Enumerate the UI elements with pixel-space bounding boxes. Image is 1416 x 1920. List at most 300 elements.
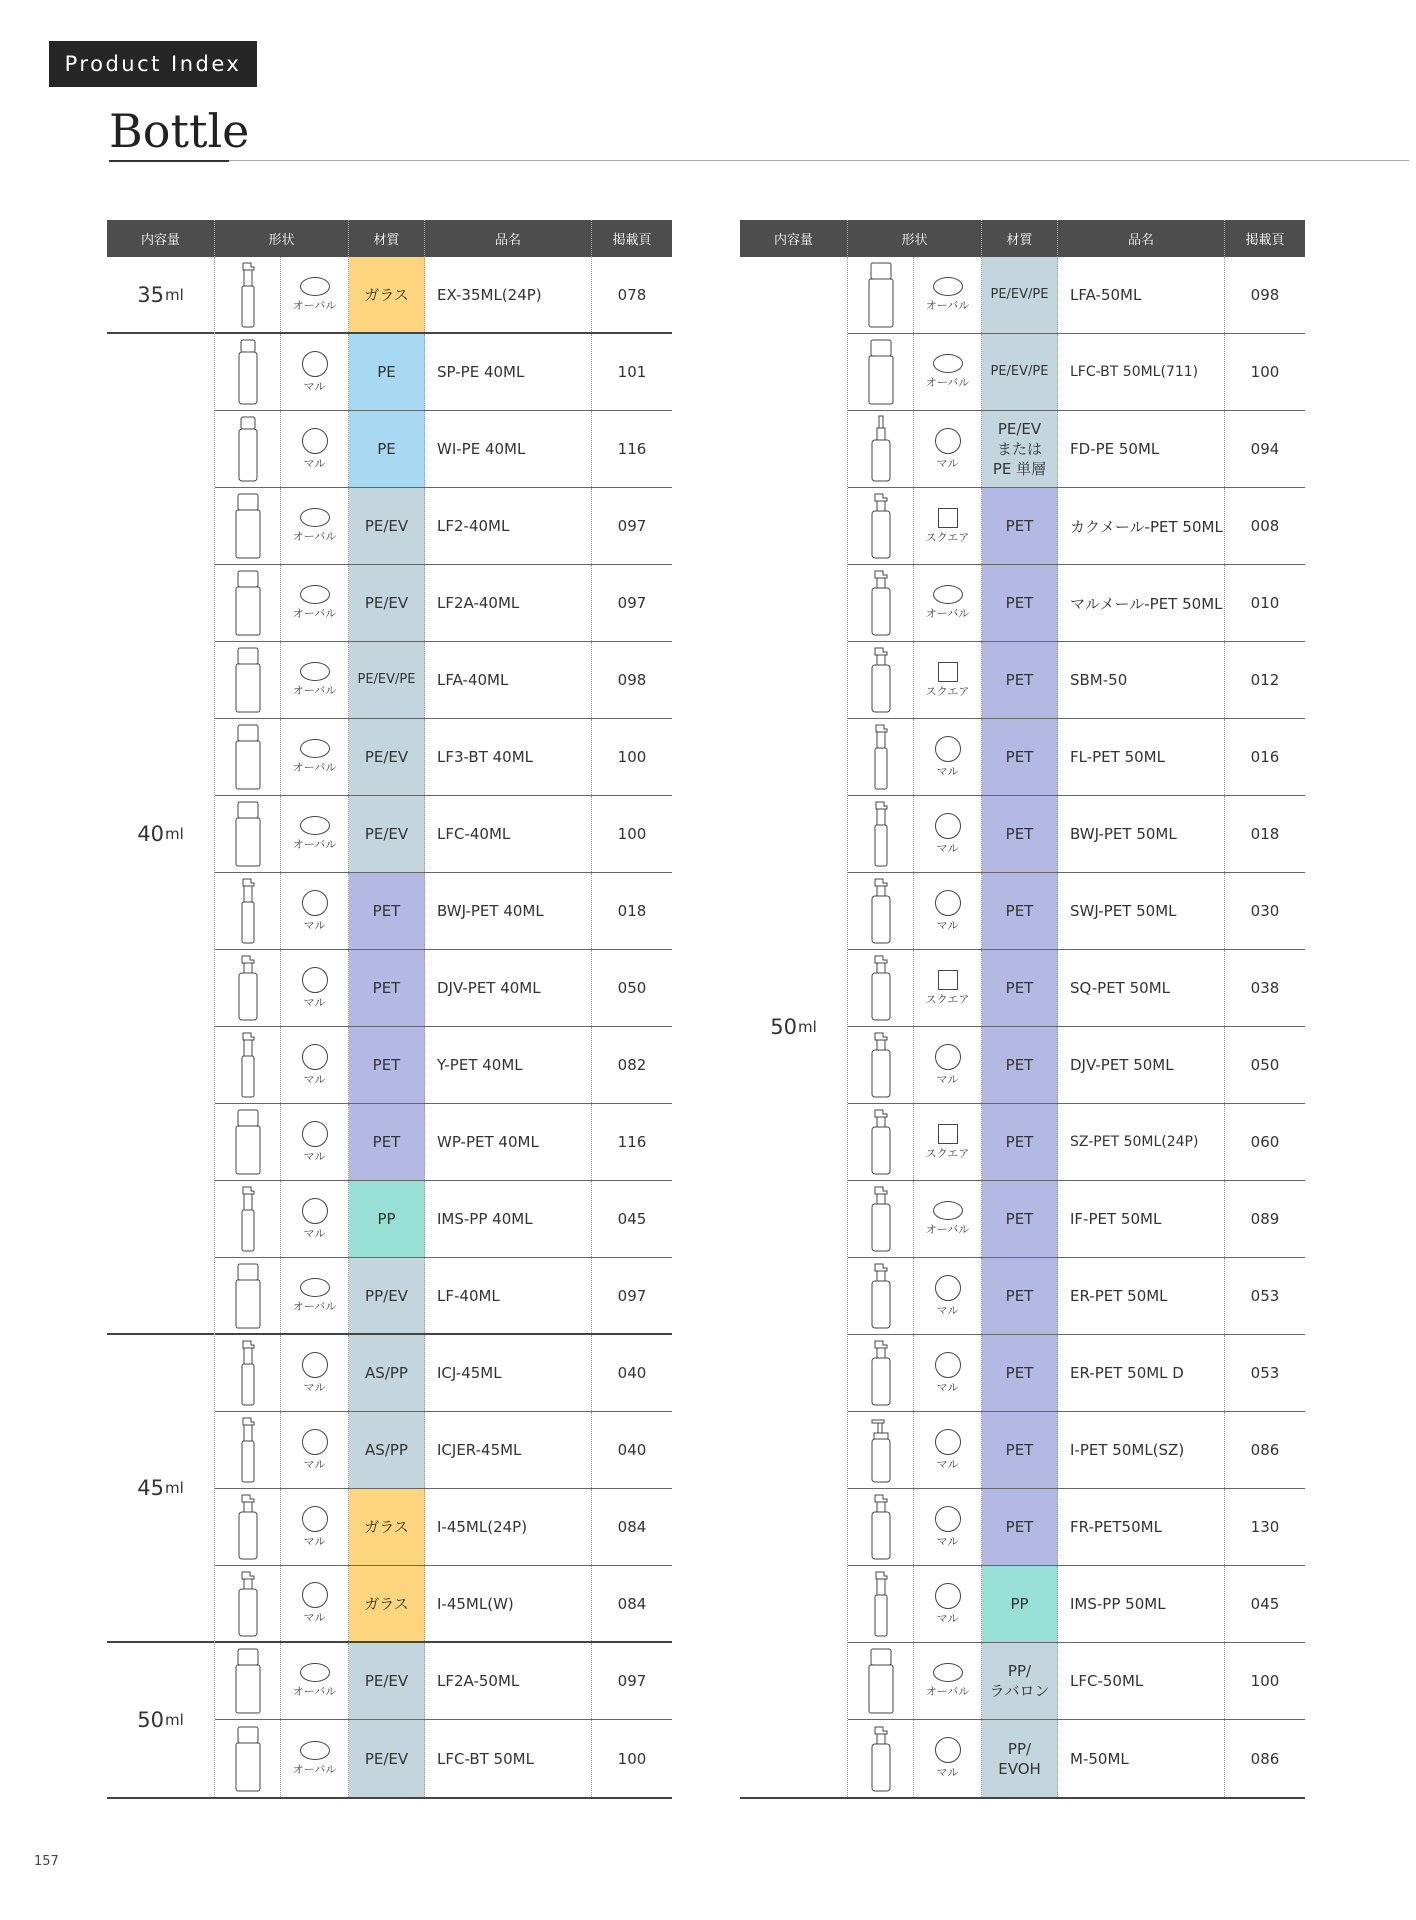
cross-section <box>914 334 981 410</box>
cross-section <box>914 1566 981 1642</box>
material-cell: PET <box>982 1412 1058 1488</box>
product-name: カクメール-PET 50ML <box>1058 488 1225 564</box>
volume-cell <box>107 334 214 1335</box>
table-row <box>848 1412 1305 1489</box>
page-number: 157 <box>34 1854 59 1869</box>
material-cell: PET <box>349 1104 425 1180</box>
cross-section <box>281 950 348 1026</box>
page-ref: 100 <box>617 748 647 766</box>
page-ref: 094 <box>1250 440 1280 458</box>
table-row <box>215 334 672 411</box>
material-cell: PET <box>982 796 1058 872</box>
rows-column <box>848 257 1305 1797</box>
product-name: DJV-PET 50ML <box>1058 1027 1225 1103</box>
cross-section <box>281 1104 348 1180</box>
cross-section <box>914 411 981 487</box>
shape-cell <box>848 565 982 641</box>
material-cell: PET <box>982 719 1058 795</box>
shape-cell <box>215 1566 349 1641</box>
material-cell: ガラス <box>349 257 425 332</box>
header-shape: 形状 <box>215 220 349 257</box>
cross-section <box>281 1566 348 1641</box>
table-row <box>848 257 1305 334</box>
product-name: LF2A-50ML <box>425 1643 592 1719</box>
shape-label: マル <box>303 1072 326 1086</box>
bottle-icon <box>215 642 281 718</box>
page-ref: 116 <box>617 440 647 458</box>
material-cell: PET <box>349 873 425 949</box>
page-ref: 100 <box>1250 1672 1280 1690</box>
page-ref: 053 <box>1250 1287 1280 1305</box>
volume-cell <box>107 257 214 334</box>
table-body <box>107 257 672 1799</box>
shape-cell <box>848 719 982 795</box>
page-ref: 086 <box>1250 1441 1280 1459</box>
cross-section <box>281 873 348 949</box>
bottle-icon <box>848 1335 914 1411</box>
shape-cell <box>848 796 982 872</box>
shape-label: マル <box>303 1226 326 1240</box>
shape-cell <box>848 873 982 949</box>
header-name: 品名 <box>425 220 592 257</box>
bottle-icon <box>215 1720 281 1797</box>
page-ref: 078 <box>617 285 647 304</box>
product-name: SWJ-PET 50ML <box>1058 873 1225 949</box>
material-cell: PET <box>982 488 1058 564</box>
material-cell: PE/EV/PE <box>982 257 1058 333</box>
table-row <box>848 1566 1305 1643</box>
shape-cell <box>215 796 349 872</box>
bottle-icon <box>848 1566 914 1642</box>
cross-section <box>914 719 981 795</box>
bottle-icon <box>848 334 914 410</box>
page-ref: 060 <box>1250 1133 1280 1151</box>
bottle-icon <box>215 1335 281 1411</box>
material-cell: PP <box>349 1181 425 1257</box>
shape-cell <box>215 1720 349 1797</box>
product-name: SBM-50 <box>1058 642 1225 718</box>
square-shape-icon <box>938 508 958 528</box>
table-row <box>215 873 672 950</box>
round-shape-icon <box>935 813 961 839</box>
shape-cell <box>215 1412 349 1488</box>
shape-cell <box>215 334 349 410</box>
table-row <box>848 1489 1305 1566</box>
cross-section <box>914 1489 981 1565</box>
product-name: FR-PET50ML <box>1058 1489 1225 1565</box>
header-page: 掲載頁 <box>612 233 652 248</box>
volume-unit: ml <box>164 824 184 843</box>
table-row <box>848 1335 1305 1412</box>
round-shape-icon <box>935 1275 961 1301</box>
material-cell: PE <box>349 334 425 410</box>
shape-cell <box>215 488 349 564</box>
page-ref: 100 <box>617 825 647 843</box>
shape-label: オーバル <box>925 1223 970 1236</box>
material-cell: PE/EV <box>349 796 425 872</box>
left-product-table <box>107 220 672 1799</box>
material-cell: PP/ EVOH <box>982 1720 1058 1797</box>
shape-label: マル <box>936 1766 959 1779</box>
page-ref: 018 <box>1250 825 1280 843</box>
page-ref: 040 <box>617 1364 647 1382</box>
shape-cell <box>215 1104 349 1180</box>
product-name: Y-PET 40ML <box>425 1027 592 1103</box>
cross-section <box>914 1181 981 1257</box>
material-cell: PET <box>349 950 425 1026</box>
bottle-icon <box>848 1643 914 1719</box>
shape-label: マル <box>303 456 326 470</box>
material-cell: PE/EV <box>349 565 425 641</box>
bottle-icon <box>215 796 281 872</box>
shape-cell <box>848 1720 982 1797</box>
shape-cell <box>215 1027 349 1103</box>
shape-cell <box>848 1412 982 1488</box>
oval-shape-icon <box>300 739 330 758</box>
bottle-icon <box>848 719 914 795</box>
material-cell: AS/PP <box>349 1335 425 1411</box>
product-name: LFC-40ML <box>425 796 592 872</box>
shape-label: オーバル <box>292 530 337 543</box>
table-row <box>848 1258 1305 1335</box>
oval-shape-icon <box>933 277 963 296</box>
shape-cell <box>215 1643 349 1719</box>
round-shape-icon <box>935 736 961 762</box>
bottle-icon <box>848 1720 914 1797</box>
cross-section <box>281 1335 348 1411</box>
shape-cell <box>215 1489 349 1565</box>
page-ref: 038 <box>1250 979 1280 997</box>
header-name: 品名 <box>1058 220 1225 257</box>
table-row <box>215 719 672 796</box>
shape-label: オーバル <box>292 1299 337 1313</box>
page-ref: 100 <box>617 1749 647 1768</box>
product-name: マルメール-PET 50ML <box>1058 565 1225 641</box>
volume-value: 50 <box>770 1015 797 1039</box>
shape-cell <box>215 411 349 487</box>
table-row <box>215 565 672 642</box>
bottle-icon <box>215 950 281 1026</box>
oval-shape-icon <box>300 508 330 527</box>
page-ref: 130 <box>1250 1518 1280 1536</box>
product-name: DJV-PET 40ML <box>425 950 592 1026</box>
oval-shape-icon <box>933 354 963 373</box>
product-name: M-50ML <box>1058 1720 1225 1797</box>
table-row <box>215 257 672 334</box>
product-name: I-45ML(24P) <box>425 1489 592 1565</box>
bottle-icon <box>848 488 914 564</box>
product-name: IMS-PP 40ML <box>425 1181 592 1257</box>
shape-label: マル <box>936 1534 959 1548</box>
shape-label: マル <box>936 1072 959 1086</box>
product-name: ER-PET 50ML <box>1058 1258 1225 1334</box>
material-cell: PE/EV/PE <box>349 642 425 718</box>
shape-cell <box>215 257 349 332</box>
product-name: SP-PE 40ML <box>425 334 592 410</box>
volume-value: 45 <box>137 1476 164 1500</box>
shape-label: マル <box>303 918 326 932</box>
bottle-icon <box>848 565 914 641</box>
shape-label: マル <box>936 918 959 932</box>
table-row <box>848 719 1305 796</box>
rows-column <box>215 257 672 1797</box>
bottle-icon <box>848 1104 914 1180</box>
material-cell: PET <box>982 1258 1058 1334</box>
cross-section <box>914 1258 981 1334</box>
volume-column <box>107 257 215 1797</box>
shape-label: マル <box>936 1303 959 1317</box>
cross-section <box>281 334 348 410</box>
cross-section <box>914 1027 981 1103</box>
material-cell: PE/EV または PE 単層 <box>982 411 1058 487</box>
product-name: WI-PE 40ML <box>425 411 592 487</box>
square-shape-icon <box>938 970 958 990</box>
shape-cell <box>848 1104 982 1180</box>
page-ref: 086 <box>1250 1749 1280 1768</box>
volume-unit: ml <box>797 1018 817 1036</box>
shape-cell <box>848 1489 982 1565</box>
material-cell: PET <box>982 1104 1058 1180</box>
shape-cell <box>215 1181 349 1257</box>
table-row <box>215 642 672 719</box>
material-cell: PET <box>982 565 1058 641</box>
shape-label: スクエア <box>925 684 970 698</box>
product-name: IMS-PP 50ML <box>1058 1566 1225 1642</box>
cross-section <box>281 1489 348 1565</box>
page-ref: 084 <box>617 1594 647 1613</box>
shape-cell <box>215 1258 349 1333</box>
material-cell: PP/ ラバロン <box>982 1643 1058 1719</box>
oval-shape-icon <box>300 1741 330 1760</box>
product-name: BWJ-PET 50ML <box>1058 796 1225 872</box>
table-row <box>215 1720 672 1797</box>
bottle-icon <box>848 796 914 872</box>
volume-cell <box>740 257 847 1797</box>
product-name: I-PET 50ML(SZ) <box>1058 1412 1225 1488</box>
cross-section <box>281 719 348 795</box>
cross-section <box>281 1027 348 1103</box>
shape-label: マル <box>303 1457 326 1471</box>
material-cell: ガラス <box>349 1566 425 1641</box>
material-cell: PET <box>982 642 1058 718</box>
shape-cell <box>848 257 982 333</box>
product-name: FD-PE 50ML <box>1058 411 1225 487</box>
page-ref: 053 <box>1250 1364 1280 1382</box>
table-row <box>848 1181 1305 1258</box>
material-cell: PET <box>982 1489 1058 1565</box>
shape-label: オーバル <box>292 761 337 774</box>
round-shape-icon <box>302 1044 328 1070</box>
title-rule <box>229 160 1409 161</box>
shape-label: スクエア <box>925 992 970 1006</box>
bottle-icon <box>848 950 914 1026</box>
page-ref: 082 <box>617 1056 647 1074</box>
shape-label: マル <box>303 1380 326 1394</box>
shape-label: オーバル <box>292 607 337 620</box>
shape-cell <box>848 1643 982 1719</box>
material-cell: PET <box>982 1027 1058 1103</box>
round-shape-icon <box>935 1583 961 1609</box>
shape-label: オーバル <box>292 1685 337 1698</box>
round-shape-icon <box>935 1506 961 1532</box>
product-name: LFC-50ML <box>1058 1643 1225 1719</box>
cross-section <box>281 1181 348 1257</box>
bottle-icon <box>215 565 281 641</box>
table-row <box>215 1104 672 1181</box>
table-row <box>215 1258 672 1335</box>
bottle-icon <box>215 257 281 332</box>
shape-label: マル <box>303 1611 326 1624</box>
cross-section <box>281 642 348 718</box>
page-ref: 089 <box>1250 1210 1280 1228</box>
shape-cell <box>215 950 349 1026</box>
product-name: LFA-40ML <box>425 642 592 718</box>
page-ref: 008 <box>1250 517 1280 535</box>
page-ref: 097 <box>617 1672 647 1690</box>
table-row <box>215 411 672 488</box>
round-shape-icon <box>302 1121 328 1147</box>
page-ref: 050 <box>617 979 647 997</box>
volume-unit: ml <box>164 1479 184 1497</box>
shape-label: マル <box>936 456 959 470</box>
cross-section <box>914 642 981 718</box>
shape-label: オーバル <box>292 838 337 851</box>
page-ref: 098 <box>1250 286 1280 304</box>
shape-cell <box>215 565 349 641</box>
material-cell: PET <box>982 873 1058 949</box>
table-row <box>215 1412 672 1489</box>
table-header <box>740 220 1305 257</box>
shape-cell <box>848 642 982 718</box>
table-body <box>740 257 1305 1799</box>
bottle-icon <box>848 1027 914 1103</box>
shape-label: オーバル <box>292 1762 337 1776</box>
page-ref: 018 <box>617 902 647 920</box>
volume-column <box>740 257 848 1797</box>
product-name: LF-40ML <box>425 1258 592 1333</box>
shape-cell <box>215 642 349 718</box>
shape-label: オーバル <box>292 298 337 312</box>
bottle-icon <box>215 1566 281 1641</box>
table-row <box>215 1566 672 1643</box>
shape-cell <box>848 411 982 487</box>
shape-cell <box>848 1258 982 1334</box>
product-name: ICJER-45ML <box>425 1412 592 1488</box>
table-row <box>215 1335 672 1412</box>
shape-cell <box>848 1566 982 1642</box>
bottle-icon <box>848 873 914 949</box>
square-shape-icon <box>938 1124 958 1144</box>
product-name: SQ-PET 50ML <box>1058 950 1225 1026</box>
page-ref: 010 <box>1250 594 1280 612</box>
volume-cell <box>107 1643 214 1797</box>
header-material: 材質 <box>982 220 1058 257</box>
volume-unit: ml <box>164 285 184 304</box>
table-row <box>848 411 1305 488</box>
oval-shape-icon <box>300 1278 330 1297</box>
round-shape-icon <box>935 1044 961 1070</box>
page-ref: 116 <box>617 1133 647 1151</box>
table-row <box>848 1720 1305 1797</box>
product-name: FL-PET 50ML <box>1058 719 1225 795</box>
shape-cell <box>848 334 982 410</box>
bottle-icon <box>215 1181 281 1257</box>
cross-section <box>281 257 348 332</box>
material-cell: PET <box>982 1181 1058 1257</box>
table-row <box>848 488 1305 565</box>
bottle-icon <box>215 1643 281 1719</box>
material-cell: PE/EV/PE <box>982 334 1058 410</box>
page-ref: 045 <box>617 1210 647 1228</box>
material-cell: PE <box>349 411 425 487</box>
page-ref: 101 <box>617 363 647 381</box>
round-shape-icon <box>302 1198 328 1224</box>
cross-section <box>914 565 981 641</box>
material-cell: PE/EV <box>349 719 425 795</box>
product-name: IF-PET 50ML <box>1058 1181 1225 1257</box>
product-name: I-45ML(W) <box>425 1566 592 1641</box>
page-ref: 045 <box>1250 1595 1280 1613</box>
table-row <box>215 796 672 873</box>
shape-label: マル <box>936 841 959 855</box>
round-shape-icon <box>935 428 961 454</box>
page-ref: 100 <box>1250 363 1280 381</box>
shape-label: マル <box>303 1149 326 1163</box>
cross-section <box>281 796 348 872</box>
oval-shape-icon <box>300 816 330 835</box>
table-row <box>848 642 1305 719</box>
cross-section <box>914 1104 981 1180</box>
cross-section <box>914 796 981 872</box>
shape-cell <box>848 1335 982 1411</box>
table-row <box>848 1643 1305 1720</box>
round-shape-icon <box>302 1352 328 1378</box>
product-name: LFA-50ML <box>1058 257 1225 333</box>
shape-label: マル <box>303 379 326 393</box>
volume-cell <box>107 1335 214 1643</box>
product-name: LF2A-40ML <box>425 565 592 641</box>
bottle-icon <box>215 1489 281 1565</box>
shape-label: スクエア <box>925 1146 970 1160</box>
shape-label: スクエア <box>925 530 970 544</box>
table-row <box>848 334 1305 411</box>
shape-cell <box>215 873 349 949</box>
header-volume: 内容量 <box>740 220 848 257</box>
bottle-icon <box>848 411 914 487</box>
table-row <box>848 565 1305 642</box>
round-shape-icon <box>935 1429 961 1455</box>
header-page: 掲載頁 <box>1245 233 1285 248</box>
table-row <box>215 1027 672 1104</box>
bottle-icon <box>215 1412 281 1488</box>
shape-label: マル <box>936 1457 959 1471</box>
shape-label: オーバル <box>925 1685 970 1698</box>
cross-section <box>914 1412 981 1488</box>
cross-section <box>914 1335 981 1411</box>
product-name: BWJ-PET 40ML <box>425 873 592 949</box>
shape-cell <box>848 950 982 1026</box>
bottle-icon <box>215 488 281 564</box>
shape-cell <box>848 1027 982 1103</box>
cross-section <box>914 1720 981 1797</box>
round-shape-icon <box>302 1429 328 1455</box>
table-row <box>215 950 672 1027</box>
material-cell: PET <box>349 1027 425 1103</box>
table-row <box>215 1181 672 1258</box>
product-name: SZ-PET 50ML(24P) <box>1058 1104 1225 1180</box>
material-cell: ガラス <box>349 1489 425 1565</box>
round-shape-icon <box>302 1582 328 1608</box>
